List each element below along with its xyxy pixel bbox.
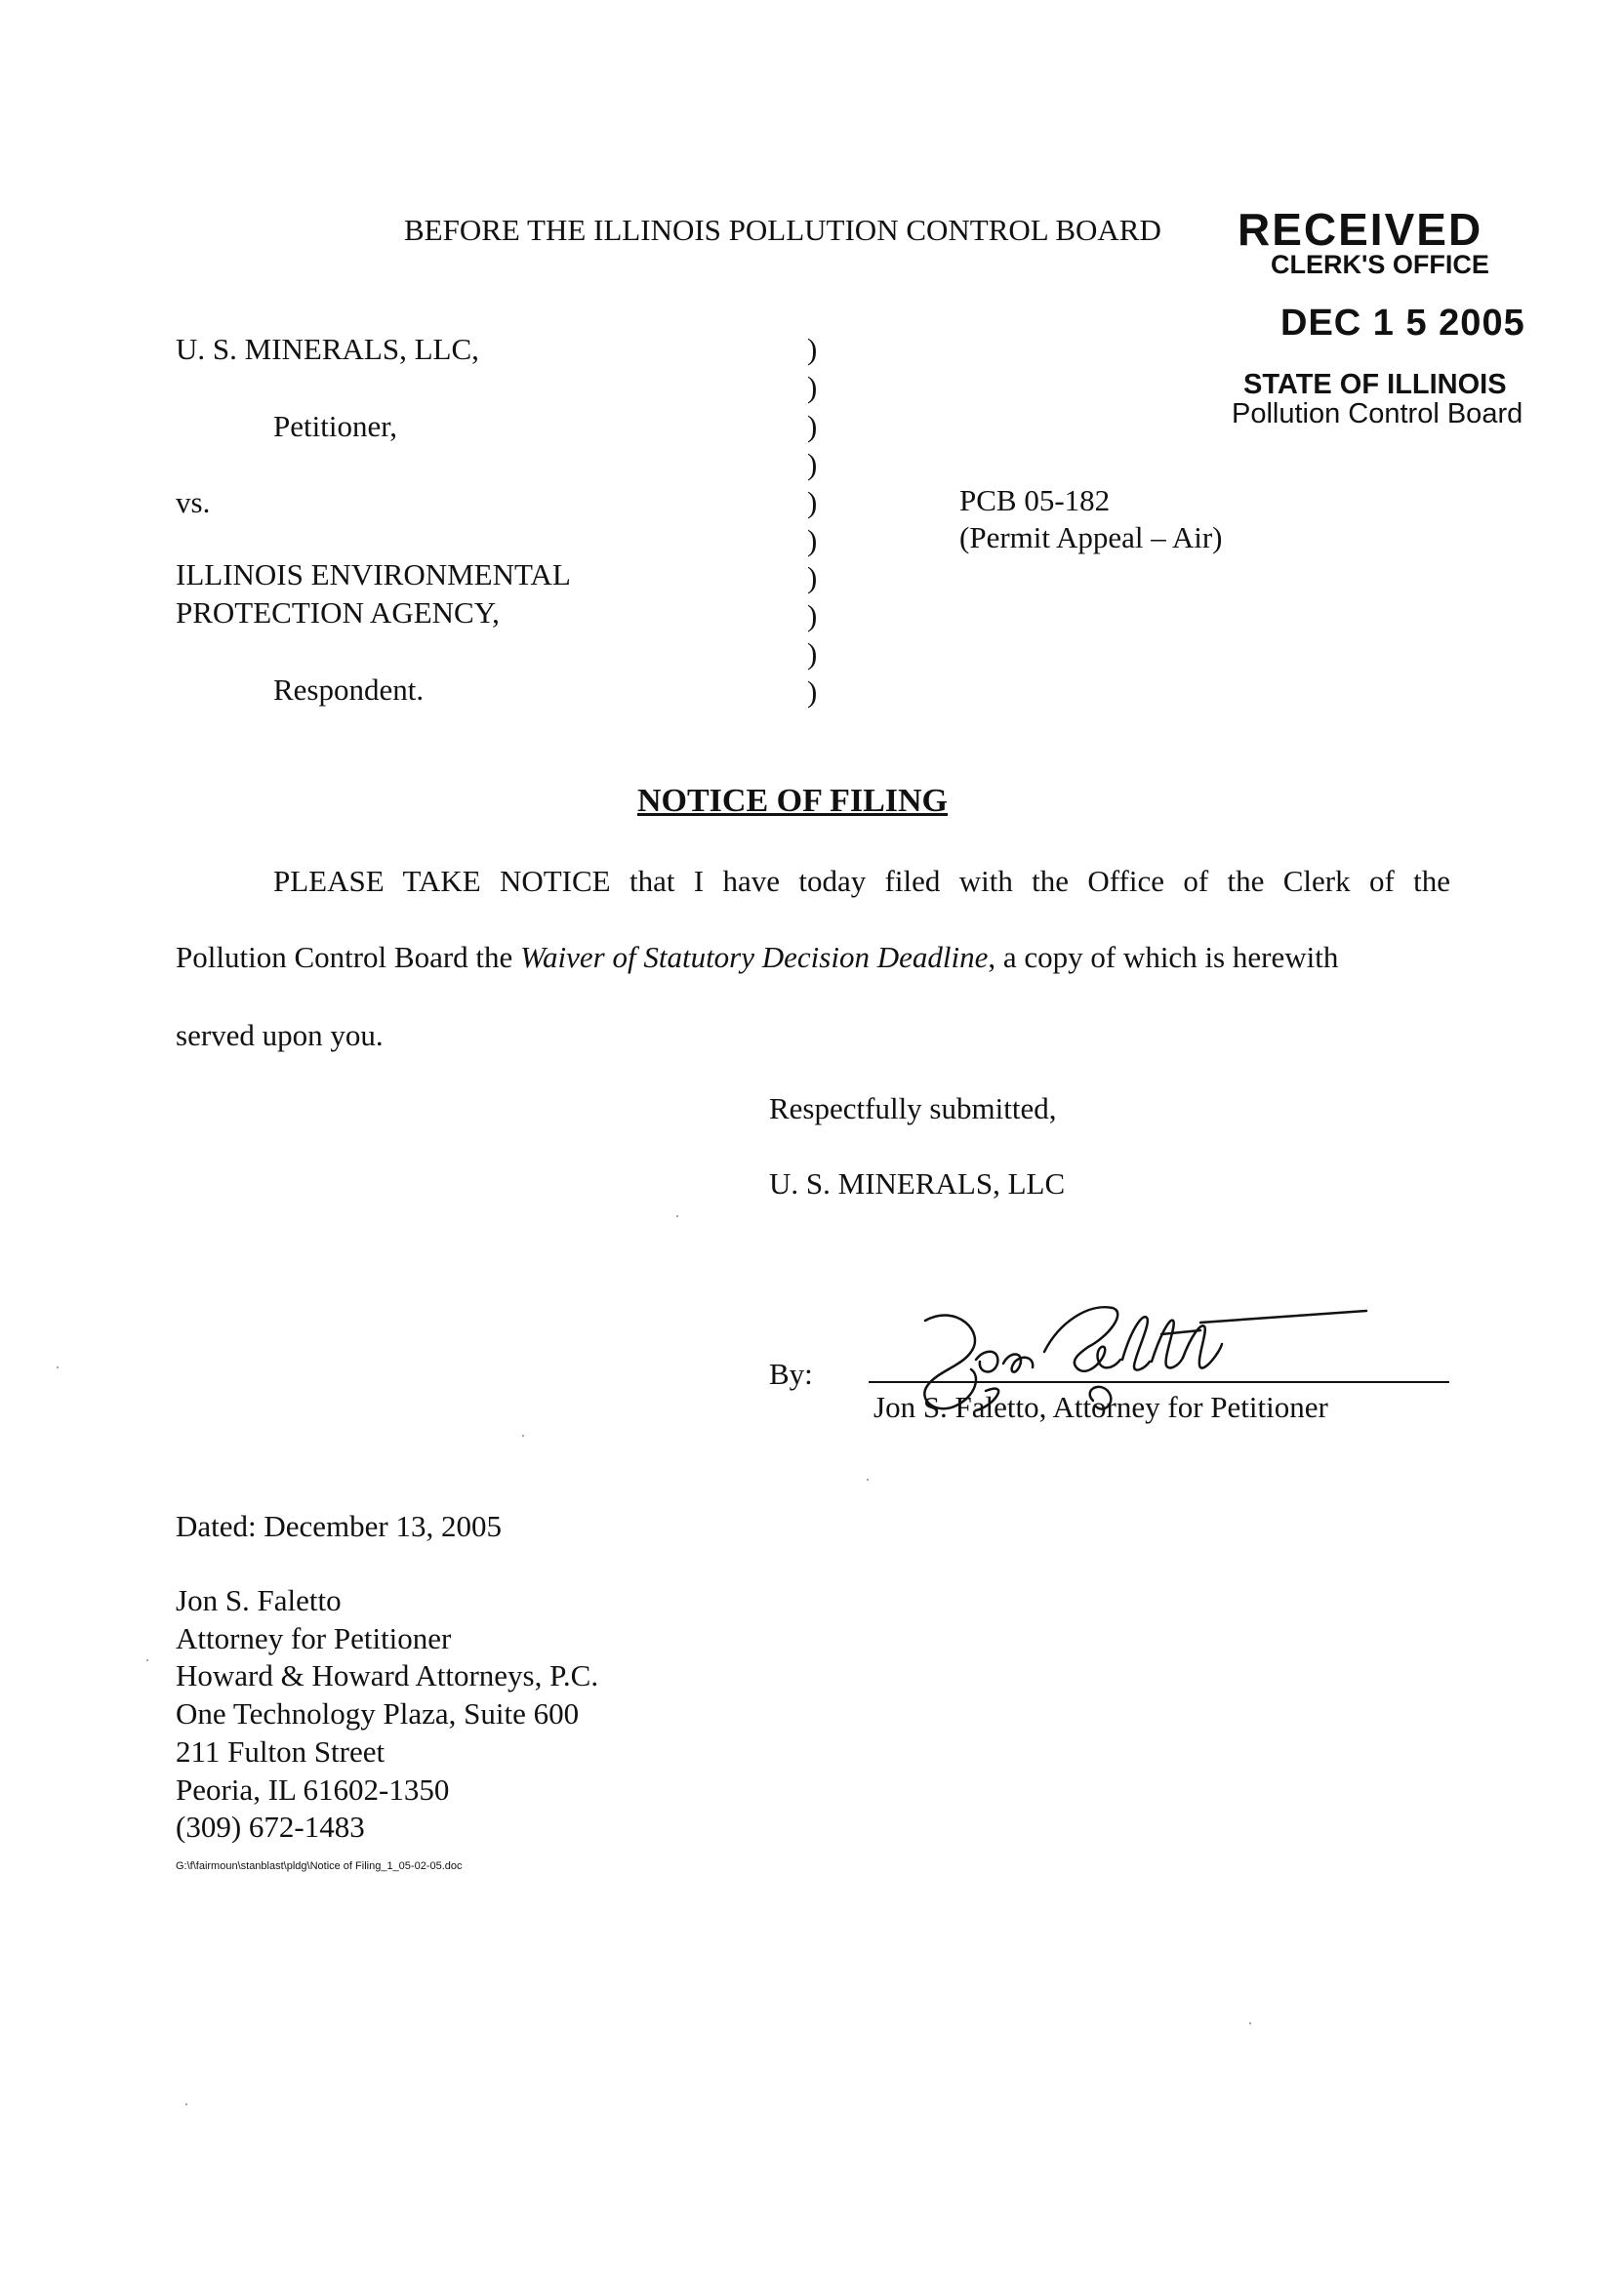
attorney-title: Attorney for Petitioner bbox=[176, 1621, 452, 1655]
stamp-clerk-office: CLERK'S OFFICE bbox=[1271, 250, 1489, 279]
notice-line-2-prefix: Pollution Control Board the bbox=[176, 940, 521, 974]
respondent-line-2: PROTECTION AGENCY, bbox=[176, 595, 500, 630]
scan-speck bbox=[1249, 2022, 1251, 2024]
caption-paren: ) bbox=[807, 523, 818, 557]
stamp-date: DEC 1 5 2005 bbox=[1280, 303, 1525, 344]
scan-speck bbox=[57, 1366, 59, 1368]
notice-line-1: PLEASE TAKE NOTICE that I have today filed with the Office of the Clerk of the bbox=[273, 864, 1450, 898]
caption-paren: ) bbox=[807, 598, 818, 632]
notice-line-3: served upon you. bbox=[176, 1018, 384, 1052]
scan-speck bbox=[522, 1435, 524, 1437]
case-number: PCB 05-182 bbox=[959, 483, 1111, 517]
law-firm: Howard & Howard Attorneys, P.C. bbox=[176, 1658, 599, 1692]
closing: Respectfully submitted, bbox=[769, 1091, 1057, 1125]
address-city: Peoria, IL 61602-1350 bbox=[176, 1773, 450, 1807]
scan-speck bbox=[146, 1659, 148, 1661]
attorney-name: Jon S. Faletto bbox=[176, 1583, 342, 1617]
address-street-2: 211 Fulton Street bbox=[176, 1734, 386, 1769]
respondent-role: Respondent. bbox=[273, 672, 425, 707]
caption-paren: ) bbox=[807, 370, 818, 404]
scan-speck bbox=[867, 1479, 869, 1481]
signer-caption: Jon S. Faletto, Attorney for Petitioner bbox=[873, 1390, 1328, 1424]
handwritten-signature bbox=[878, 1293, 1386, 1449]
address-street-1: One Technology Plaza, Suite 600 bbox=[176, 1696, 580, 1731]
scan-speck bbox=[676, 1215, 678, 1217]
board-heading: BEFORE THE ILLINOIS POLLUTION CONTROL BOARD bbox=[404, 213, 1161, 247]
petitioner-name: U. S. MINERALS, LLC, bbox=[176, 332, 479, 366]
file-path: G:\f\fairmoun\stanblast\pldg\Notice of Filing_1_05-02-05.doc bbox=[176, 1860, 463, 1872]
filed-document-title: Waiver of Statutory Decision Deadline bbox=[520, 940, 989, 974]
caption-paren: ) bbox=[807, 485, 818, 519]
caption-paren: ) bbox=[807, 332, 818, 366]
dated-line: Dated: December 13, 2005 bbox=[176, 1509, 502, 1543]
petitioner-role: Petitioner, bbox=[273, 409, 398, 443]
stamp-received: RECEIVED bbox=[1238, 204, 1483, 255]
caption-paren: ) bbox=[807, 674, 818, 709]
case-type: (Permit Appeal – Air) bbox=[959, 520, 1223, 554]
stamp-board: Pollution Control Board bbox=[1232, 398, 1523, 429]
caption-paren: ) bbox=[807, 636, 818, 671]
phone-number: (309) 672-1483 bbox=[176, 1810, 365, 1844]
respondent-line-1: ILLINOIS ENVIRONMENTAL bbox=[176, 557, 571, 591]
caption-paren: ) bbox=[807, 560, 818, 594]
document-title: NOTICE OF FILING bbox=[637, 783, 949, 819]
caption-paren: ) bbox=[807, 447, 818, 481]
caption-paren: ) bbox=[807, 409, 818, 443]
versus-label: vs. bbox=[176, 485, 211, 519]
stamp-state: STATE OF ILLINOIS bbox=[1243, 369, 1507, 400]
notice-line-2 bbox=[176, 939, 1338, 975]
notice-line-2-suffix: , a copy of which is herewith bbox=[988, 940, 1339, 974]
by-label: By: bbox=[769, 1357, 813, 1391]
scan-speck bbox=[185, 2103, 187, 2105]
signing-party: U. S. MINERALS, LLC bbox=[769, 1166, 1066, 1201]
